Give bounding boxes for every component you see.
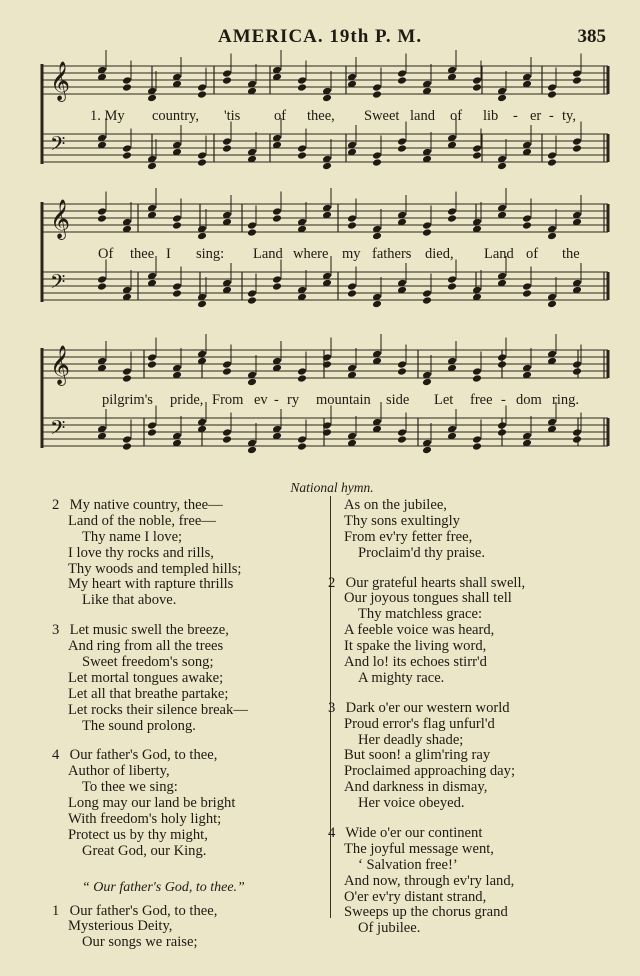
note-head (472, 151, 482, 160)
note-head (422, 221, 432, 230)
lyric-word: Sweet (364, 108, 400, 124)
verse-line: A mighty race. (358, 669, 445, 686)
stanza-number: 1 (52, 902, 60, 919)
verse-line: And now, through ev'ry land, (344, 872, 515, 889)
note-head (397, 435, 407, 444)
verse-line: My native country, thee— (69, 497, 223, 513)
note-head (422, 446, 432, 455)
lyric-word: fathers (372, 246, 412, 262)
note-head (297, 442, 307, 451)
lyric-word: Let (434, 392, 454, 408)
lyric-word: - (501, 392, 506, 408)
note-head (197, 158, 207, 167)
verse-line: Like that above. (82, 592, 177, 609)
stanza-number: 2 (328, 574, 336, 591)
note-head (222, 69, 232, 78)
note-head (197, 232, 207, 241)
lyric-word: land (410, 108, 435, 124)
lyrics-line-1 (42, 108, 608, 126)
note-head (122, 367, 132, 376)
page-number: 385 (577, 26, 606, 47)
note-head (322, 94, 332, 103)
note-head (472, 367, 482, 376)
note-head (122, 442, 132, 451)
lyric-word: I (166, 246, 171, 262)
stanza-4-right (328, 826, 525, 937)
note-head (372, 151, 382, 160)
verse-line: To thee we sing: (82, 779, 178, 796)
note-head (497, 428, 507, 437)
stanza-number: 3 (328, 699, 336, 716)
note-head (472, 83, 482, 92)
note-head (522, 289, 532, 298)
note-head (422, 228, 432, 237)
note-head (397, 367, 407, 376)
note-head (372, 158, 382, 167)
lyric-word: the (562, 246, 580, 262)
note-head (397, 360, 407, 369)
lyric-word: died, (425, 246, 454, 262)
note-head (522, 221, 532, 230)
verse-line: Of jubilee. (358, 920, 421, 937)
note-head (147, 94, 157, 103)
note-head (397, 69, 407, 78)
stanza-2-right (328, 576, 525, 687)
verse-line: Her voice obeyed. (358, 795, 465, 812)
lyric-word: pilgrim's (102, 392, 153, 408)
verse-line: A feeble voice was heard, (344, 622, 495, 639)
note-head (297, 144, 307, 153)
note-head (222, 435, 232, 444)
note-head (472, 442, 482, 451)
bass-clef-icon: 𝄢 (50, 132, 66, 160)
lyric-word: mountain (316, 392, 371, 408)
music-system-3 (42, 344, 608, 456)
note-head (497, 162, 507, 171)
note-head (372, 300, 382, 309)
music-system-1 (42, 60, 608, 172)
stanza-4-left (52, 748, 248, 859)
lyric-word: ev (254, 392, 268, 408)
note-head (197, 83, 207, 92)
stanza-number: 4 (328, 825, 336, 842)
note-head (547, 158, 557, 167)
verse-line: Sweet freedom's song; (82, 654, 214, 671)
note-head (547, 90, 557, 99)
lyric-word: sing: (196, 246, 225, 262)
lyric-word: side (386, 392, 410, 408)
note-head (172, 289, 182, 298)
note-head (472, 144, 482, 153)
stanza-number: 4 (52, 747, 60, 764)
lyrics-line-3 (42, 392, 608, 410)
verse-line: Thy name I love; (82, 528, 183, 545)
note-head (247, 228, 257, 237)
note-head (497, 94, 507, 103)
note-head (147, 421, 157, 430)
note-head (172, 282, 182, 291)
note-head (222, 76, 232, 85)
verse-line: Our grateful hearts shall swell, (345, 574, 526, 591)
left-column (52, 498, 248, 951)
lyric-word: ty, (562, 108, 576, 124)
treble-clef-icon: 𝄞 (50, 345, 71, 385)
note-head (297, 151, 307, 160)
lyric-word: pride, (170, 392, 204, 408)
lyric-word: of (274, 108, 287, 124)
stanza-number: 3 (52, 622, 60, 639)
note-head (572, 360, 582, 369)
lyric-word: From (212, 392, 244, 408)
verse-line: O'er ev'ry distant strand, (344, 888, 487, 905)
verse-line: Proud error's flag unfurl'd (344, 715, 495, 732)
note-head (122, 151, 132, 160)
hymn-tune-title: AMERICA. 19th P. M. (218, 26, 423, 47)
note-head (322, 162, 332, 171)
stanza-1-second-hymn (52, 904, 248, 952)
verse-line: Wide o'er our continent (345, 825, 483, 842)
note-head (547, 232, 557, 241)
note-head (347, 289, 357, 298)
lyric-word: of (526, 246, 539, 262)
verse-line: My heart with rapture thrills (68, 576, 234, 593)
verse-line: Our father's God, to thee, (69, 747, 218, 764)
verse-line: Mysterious Deity, (68, 918, 173, 935)
note-head (572, 435, 582, 444)
note-head (147, 360, 157, 369)
note-head (447, 207, 457, 216)
lyric-word: of (450, 108, 463, 124)
page-header (0, 26, 640, 52)
lyric-word: my (342, 246, 361, 262)
lyric-word: ry (287, 392, 300, 408)
note-head (422, 289, 432, 298)
bass-clef-icon: 𝄢 (50, 270, 66, 298)
note-head (147, 428, 157, 437)
note-head (222, 137, 232, 146)
note-head (522, 282, 532, 291)
lyric-word: 1. My (90, 108, 125, 124)
verse-line: With freedom's holy light; (68, 811, 222, 828)
lyrics-line-2 (42, 246, 608, 264)
verse-line: Our joyous tongues shall tell (344, 590, 512, 607)
stanza-2-left (52, 498, 248, 609)
verse-line: Let music swell the breeze, (69, 622, 229, 639)
verse-line: The joyful message went, (344, 840, 494, 857)
lyric-word: - (549, 108, 554, 124)
note-head (572, 428, 582, 437)
verse-line: From ev'ry fetter free, (344, 528, 473, 545)
note-head (347, 214, 357, 223)
verse-line: Long may our land be bright (68, 795, 236, 812)
lyric-word: er (530, 108, 542, 124)
stanza-1-continuation (328, 498, 525, 562)
verse-line: Let all that breathe partake; (68, 685, 229, 702)
note-head (272, 214, 282, 223)
note-head (422, 378, 432, 387)
note-head (247, 446, 257, 455)
lyric-word: where (293, 246, 329, 262)
verse-line: Land of the noble, free— (68, 512, 216, 529)
verse-line: Thy matchless grace: (358, 606, 482, 623)
note-head (572, 69, 582, 78)
stanza-number: 2 (52, 497, 60, 513)
verse-line: And ring from all the trees (68, 638, 224, 655)
note-head (447, 282, 457, 291)
note-head (397, 137, 407, 146)
treble-clef-icon: 𝄞 (50, 199, 71, 239)
verse-line: Great God, our King. (82, 842, 207, 859)
note-head (572, 367, 582, 376)
note-head (247, 296, 257, 305)
note-head (447, 214, 457, 223)
note-head (522, 214, 532, 223)
verse-line: The sound prolong. (82, 717, 196, 734)
lyric-word: Of (98, 246, 114, 262)
note-head (372, 90, 382, 99)
right-column (328, 498, 525, 937)
note-head (297, 367, 307, 376)
lyric-word: dom (516, 392, 542, 408)
verse-line: And lo! its echoes stirr'd (344, 654, 487, 671)
lyric-word: - (274, 392, 279, 408)
note-head (97, 282, 107, 291)
music-system-2 (42, 198, 608, 310)
lyric-word: country, (152, 108, 199, 124)
stanza-3-right (328, 701, 525, 812)
note-head (197, 151, 207, 160)
note-head (347, 282, 357, 291)
note-head (197, 90, 207, 99)
lyric-word: free (470, 392, 493, 408)
note-head (247, 378, 257, 387)
note-head (97, 214, 107, 223)
note-head (472, 435, 482, 444)
note-head (572, 76, 582, 85)
note-head (372, 232, 382, 241)
verse-line: Proclaim'd thy praise. (358, 544, 486, 561)
note-head (122, 76, 132, 85)
note-head (97, 207, 107, 216)
note-head (297, 83, 307, 92)
note-head (472, 76, 482, 85)
note-head (572, 137, 582, 146)
note-head (497, 421, 507, 430)
treble-clef-icon: 𝄞 (50, 61, 71, 101)
note-head (147, 353, 157, 362)
note-head (497, 360, 507, 369)
note-head (122, 83, 132, 92)
note-head (297, 76, 307, 85)
note-head (397, 76, 407, 85)
verse-line: Author of liberty, (68, 763, 170, 780)
note-head (122, 144, 132, 153)
note-head (372, 83, 382, 92)
note-head (222, 367, 232, 376)
verse-line: Our father's God, to thee, (69, 902, 218, 919)
hymn-caption: National hymn. (290, 480, 374, 495)
note-head (497, 353, 507, 362)
verse-line: Proclaimed approaching day; (344, 763, 516, 780)
second-hymn-title: “ Our father's God, to thee.” (82, 879, 245, 895)
note-head (472, 374, 482, 383)
verse-line: ‘ Salvation free!’ (358, 856, 458, 873)
note-head (172, 214, 182, 223)
verse-line: Our songs we raise; (82, 934, 198, 951)
verse-line: Let mortal tongues awake; (68, 669, 224, 686)
note-head (272, 275, 282, 284)
note-head (147, 162, 157, 171)
verse-line: Thy woods and templed hills; (68, 560, 242, 577)
lyric-word: thee, (307, 108, 335, 124)
lyric-word: 'tis (224, 108, 241, 124)
note-head (172, 221, 182, 230)
note-head (547, 83, 557, 92)
note-head (297, 374, 307, 383)
verse-line: Thy sons exultingly (344, 512, 460, 529)
note-head (272, 282, 282, 291)
lyric-word: Land (253, 246, 283, 262)
note-head (222, 144, 232, 153)
note-head (297, 435, 307, 444)
lyric-word: Land (484, 246, 514, 262)
note-head (547, 151, 557, 160)
note-head (122, 435, 132, 444)
note-head (397, 144, 407, 153)
note-head (272, 207, 282, 216)
note-head (222, 360, 232, 369)
verse-line: Protect us by thy might, (68, 826, 208, 843)
note-head (247, 289, 257, 298)
lyric-word: - (513, 108, 518, 124)
note-head (347, 221, 357, 230)
verse-line: And darkness in dismay, (344, 779, 488, 796)
verse-line: Let rocks their silence break— (68, 701, 248, 718)
verse-line: Dark o'er our western world (345, 699, 510, 716)
note-head (547, 300, 557, 309)
note-head (447, 275, 457, 284)
note-head (247, 221, 257, 230)
note-head (572, 144, 582, 153)
note-head (222, 428, 232, 437)
stanza-3-left (52, 623, 248, 734)
lyric-word: thee (130, 246, 155, 262)
note-head (197, 300, 207, 309)
verse-line: As on the jubilee, (344, 497, 447, 513)
lyric-word: ring. (552, 392, 579, 408)
note-head (122, 374, 132, 383)
verse-line: But soon! a glim'ring ray (344, 747, 491, 764)
verse-line: It spake the living word, (344, 638, 487, 655)
verse-line: Her deadly shade; (358, 731, 464, 748)
verse-line: Sweeps up the chorus grand (344, 904, 508, 921)
lyric-word: lib (483, 108, 499, 124)
note-head (422, 296, 432, 305)
note-head (97, 275, 107, 284)
verse-line: I love thy rocks and rills, (68, 544, 214, 561)
bass-clef-icon: 𝄢 (50, 416, 66, 444)
note-head (397, 428, 407, 437)
